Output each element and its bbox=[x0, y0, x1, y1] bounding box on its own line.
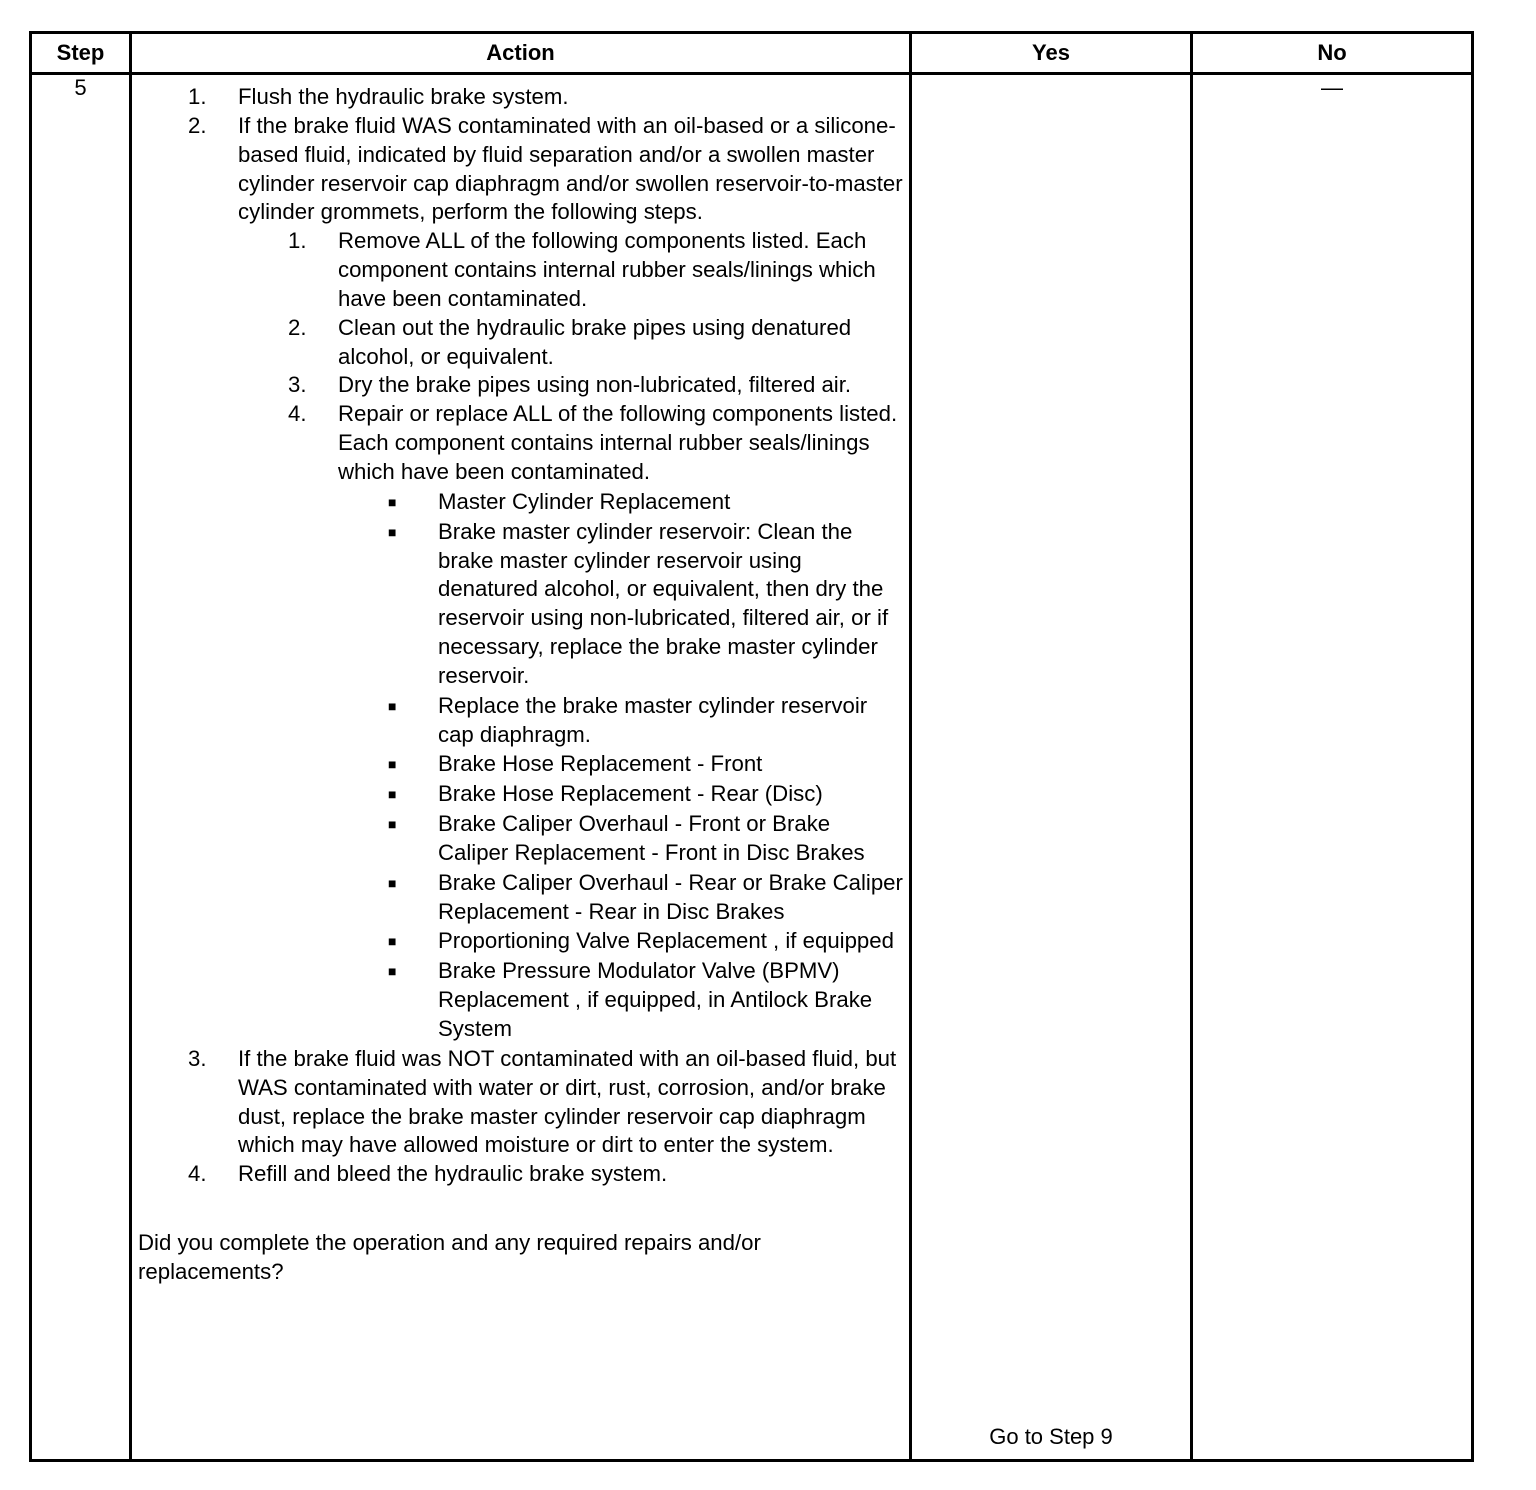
header-step: Step bbox=[31, 33, 131, 74]
list-item bbox=[138, 1045, 905, 1160]
list-item bbox=[138, 1160, 905, 1189]
component-text: Brake Pressure Modulator Valve (BPMV) Replacement , if equipped, in Antilock Brake System bbox=[438, 958, 873, 1041]
yes-cell bbox=[911, 74, 1192, 1461]
component-text: Brake Caliper Overhaul - Front or Brake Caliper Replacement - Front in Disc Brakes bbox=[438, 811, 865, 865]
substep-num: 3. bbox=[288, 372, 307, 398]
step-number: 5 bbox=[31, 74, 131, 1461]
step-text: Refill and bleed the hydraulic brake system. bbox=[238, 1161, 668, 1187]
bullet-icon: ■ bbox=[388, 756, 397, 773]
list-item bbox=[338, 869, 905, 927]
substep-text: Remove ALL of the following components listed. Each component contains internal rubber seals/linings which have been contaminated. bbox=[338, 228, 876, 311]
component-list bbox=[338, 488, 905, 1044]
step-text: Flush the hydraulic brake system. bbox=[238, 84, 569, 109]
list-item bbox=[338, 750, 905, 779]
header-no: No bbox=[1192, 33, 1473, 74]
bullet-icon: ■ bbox=[388, 963, 397, 980]
header-action: Action bbox=[131, 33, 911, 74]
list-item bbox=[338, 957, 905, 1044]
component-text: Brake master cylinder reservoir: Clean the brake master cylinder reservoir using denatured alcohol, or equivalent, then dry the reservoir using non-lubricated, filtered air, or if necessary, replace the brake master cylinder reservoir. bbox=[438, 518, 889, 688]
list-item bbox=[338, 488, 905, 517]
action-cell bbox=[131, 74, 911, 1461]
bullet-icon: ■ bbox=[388, 874, 397, 891]
substep-num: 2. bbox=[288, 314, 307, 340]
component-text: Brake Hose Replacement - Rear (Disc) bbox=[438, 781, 823, 807]
bullet-icon: ■ bbox=[388, 933, 397, 950]
list-item bbox=[338, 518, 905, 691]
step-num: 4. bbox=[188, 1161, 207, 1187]
list-item bbox=[338, 810, 905, 868]
list-item bbox=[338, 780, 905, 809]
no-outcome: — bbox=[1192, 74, 1473, 1461]
list-item bbox=[238, 227, 905, 314]
substep-num: 4. bbox=[288, 401, 307, 427]
bullet-icon: ■ bbox=[388, 493, 397, 510]
bullet-icon: ■ bbox=[388, 816, 397, 833]
header-yes: Yes bbox=[911, 33, 1192, 74]
component-text: Brake Caliper Overhaul - Rear or Brake Caliper Replacement - Rear in Disc Brakes bbox=[438, 869, 903, 924]
step-text: If the brake fluid was NOT contaminated with an oil-based fluid, but WAS contaminated with water or dirt, rust, corrosion, and/or brake dust, replace the brake master cylinder reservoir cap diaphragm which may have allowed moisture or dirt to enter the system. bbox=[238, 1045, 897, 1158]
bullet-icon: ■ bbox=[388, 697, 397, 714]
list-item bbox=[138, 112, 905, 1045]
substep-text: Repair or replace ALL of the following components listed. Each component contains internal rubber seals/linings which have been contaminated. bbox=[338, 401, 898, 484]
list-item bbox=[238, 314, 905, 372]
substep-text: Dry the brake pipes using non-lubricated, filtered air. bbox=[338, 372, 852, 398]
yes-outcome: Go to Step 9 bbox=[989, 1424, 1113, 1449]
list-item bbox=[238, 371, 905, 400]
step-num: 2. bbox=[188, 112, 207, 138]
component-text: Master Cylinder Replacement bbox=[438, 488, 731, 514]
component-text: Proportioning Valve Replacement , if equipped bbox=[438, 928, 894, 954]
list-item bbox=[338, 692, 905, 750]
component-text: Replace the brake master cylinder reservoir cap diaphragm. bbox=[438, 692, 868, 747]
step-num: 3. bbox=[188, 1045, 207, 1071]
bullet-icon: ■ bbox=[388, 523, 397, 540]
table-row bbox=[31, 74, 1473, 1461]
substep-num: 1. bbox=[288, 228, 307, 254]
step-text: If the brake fluid WAS contaminated with an oil-based or a silicone-based fluid, indicated by fluid separation and/or a swollen master cylinder reservoir cap diaphragm and/or swollen reservoir-to-master cylinder grommets, perform the following steps. bbox=[238, 112, 903, 225]
substep-text: Clean out the hydraulic brake pipes using denatured alcohol, or equivalent. bbox=[338, 314, 852, 369]
diagnostic-table bbox=[29, 31, 1474, 1462]
component-text: Brake Hose Replacement - Front bbox=[438, 751, 763, 777]
bullet-icon: ■ bbox=[388, 786, 397, 803]
main-step-list bbox=[138, 83, 905, 1189]
sub-step-list bbox=[238, 227, 905, 1045]
question-text: Did you complete the operation and any required repairs and/or replacements? bbox=[138, 1230, 761, 1284]
list-item bbox=[338, 927, 905, 956]
list-item bbox=[138, 83, 905, 112]
list-item bbox=[238, 400, 905, 1045]
step-num: 1. bbox=[188, 84, 207, 109]
header-row bbox=[31, 33, 1473, 74]
